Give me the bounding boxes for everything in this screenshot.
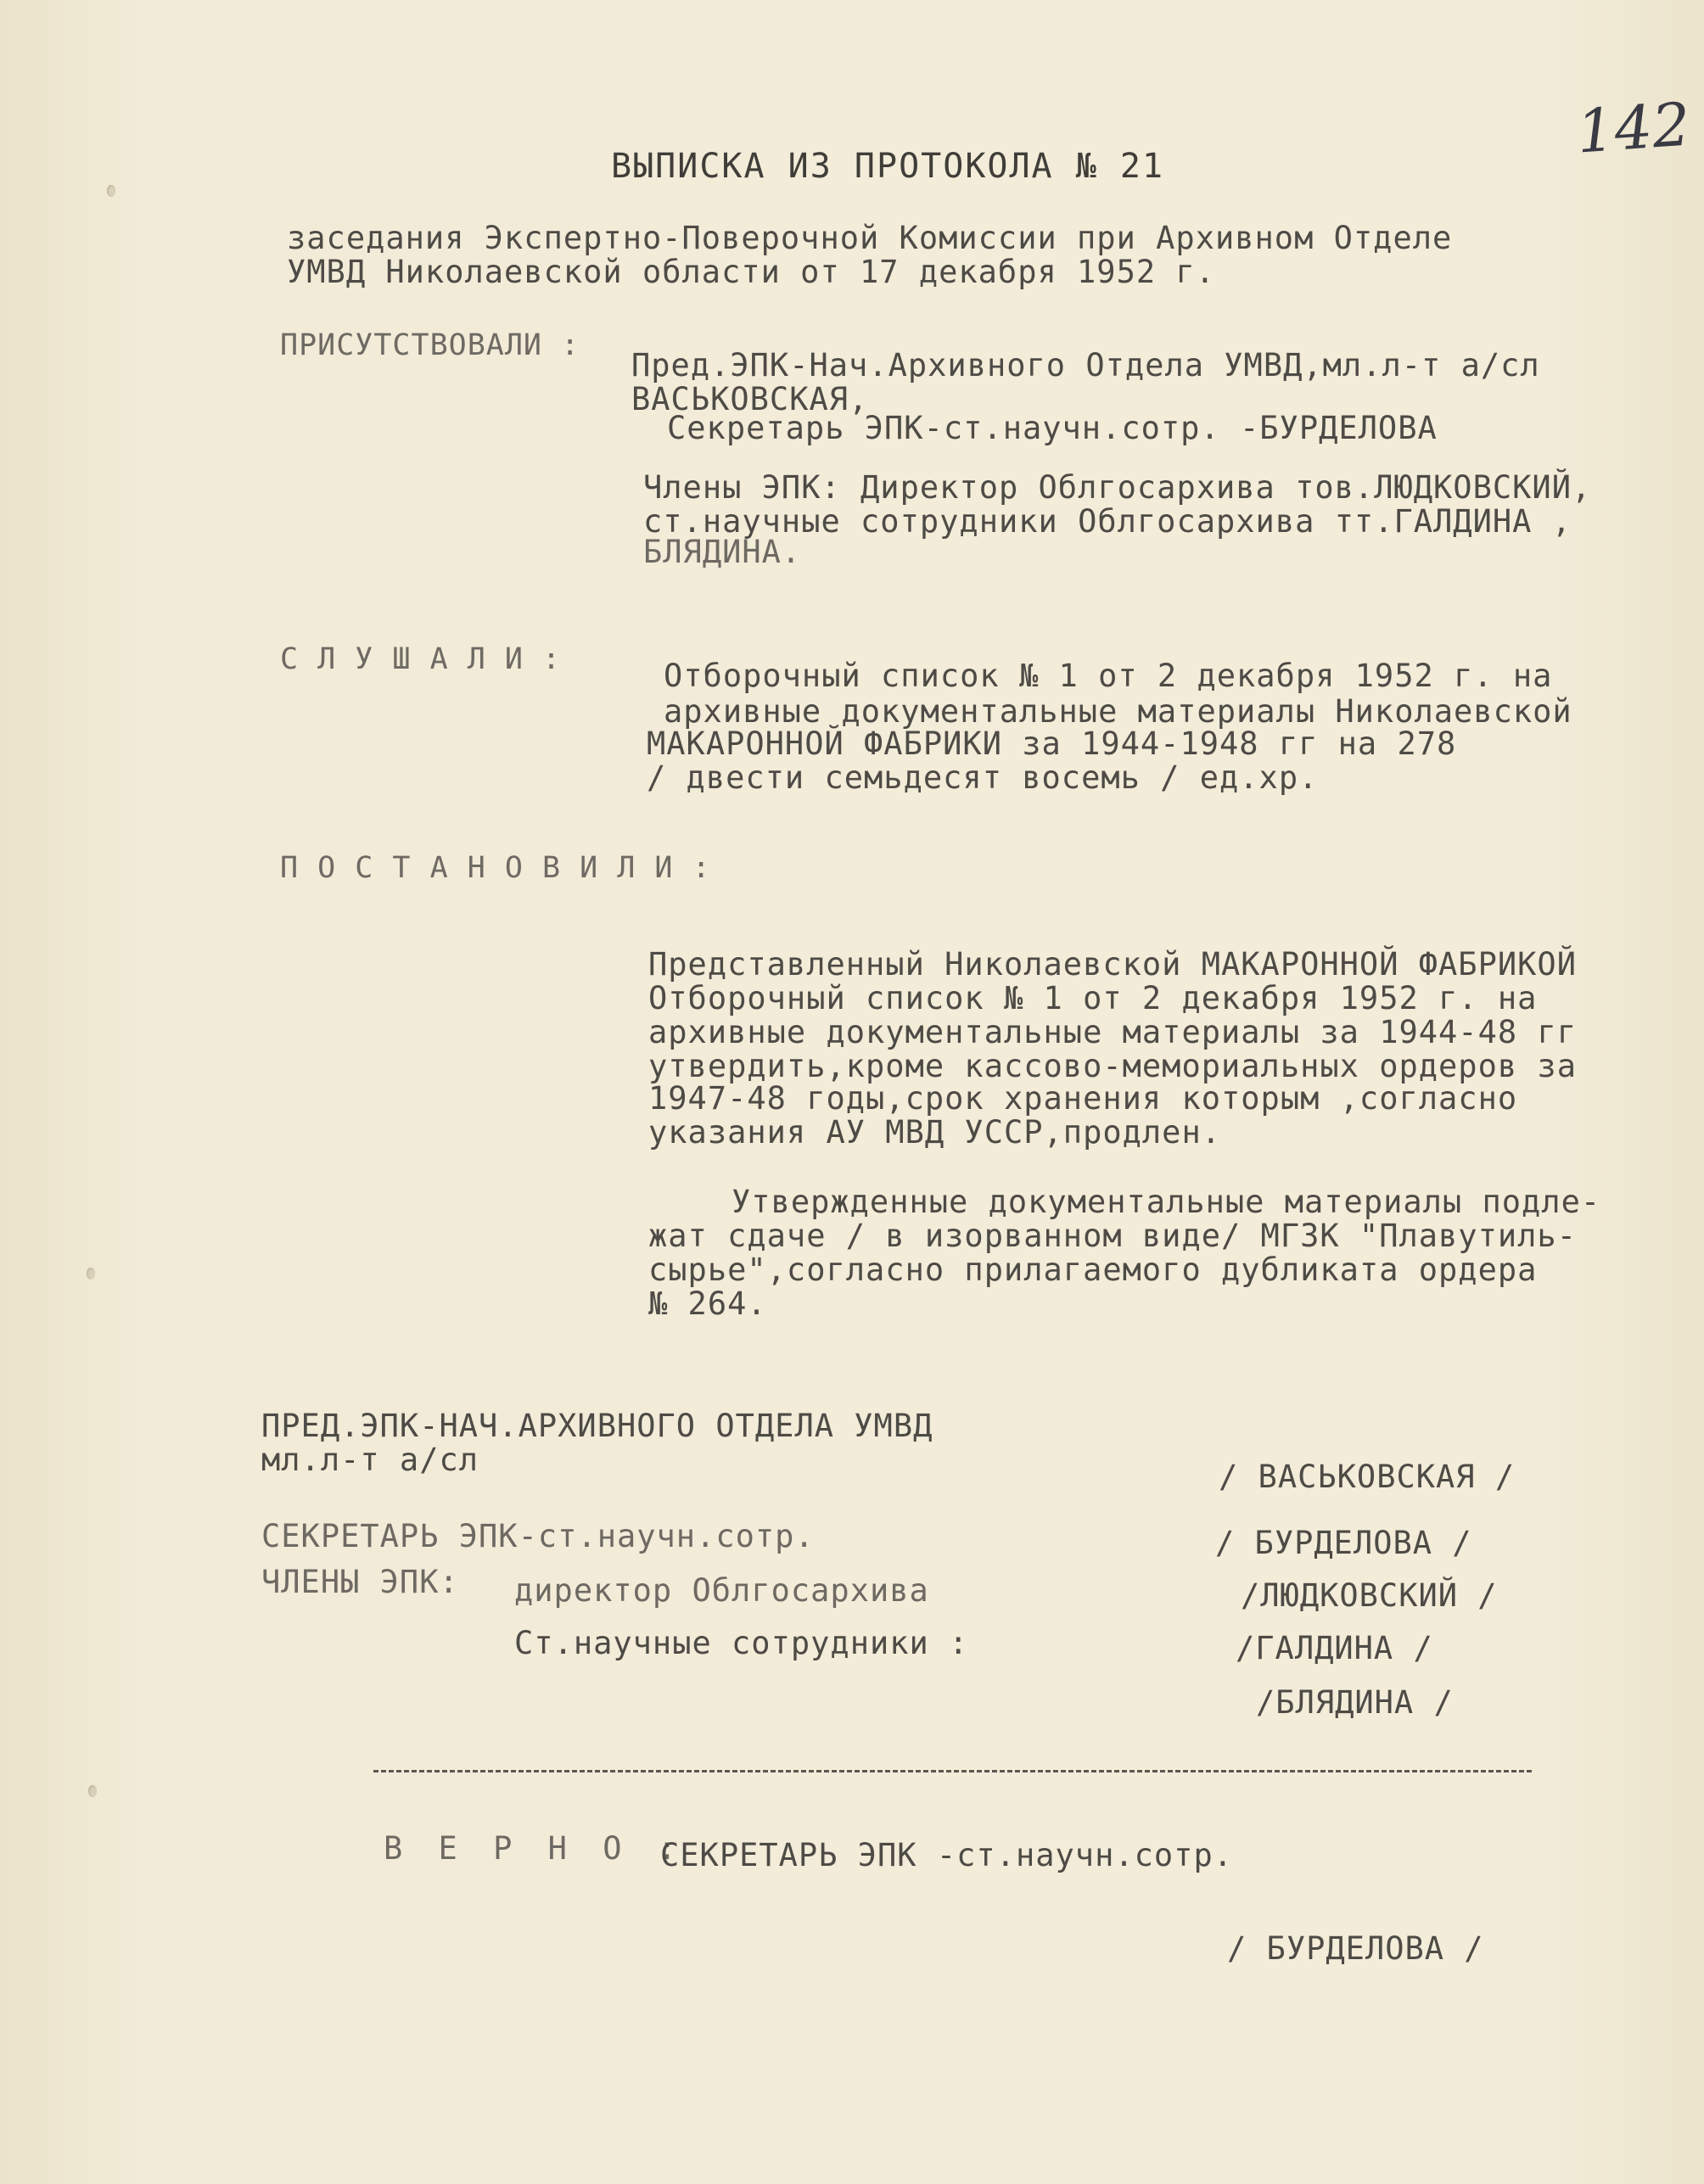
- heard-line-1: Отборочный список № 1 от 2 декабря 1952 г. на: [664, 658, 1553, 694]
- certified-text: СЕКРЕТАРЬ ЭПК -ст.научн.сотр.: [660, 1837, 1234, 1873]
- present-line-5: ст.научные сотрудники Облгосархива тт.ГАЛДИНА ,: [643, 503, 1572, 540]
- present-line-4: Члены ЭПК: Директор Облгосархива тов.ЛЮДКОВСКИЙ,: [643, 469, 1592, 506]
- decided-p2-line-3: сырье",согласно прилагаемого дубликата ордера: [648, 1252, 1538, 1288]
- decided-p1-line-4: утвердить,кроме кассово-мемориальных ордеров за: [648, 1048, 1577, 1084]
- chair-title-line-2: мл.л-т а/сл: [261, 1442, 479, 1478]
- punch-hole-top: [107, 185, 115, 197]
- present-line-3: Секретарь ЭПК-ст.научн.сотр. -БУРДЕЛОВА: [667, 410, 1438, 446]
- decided-p1-line-1: Представленный Николаевской МАКАРОННОЙ ФАБРИКОЙ: [648, 946, 1577, 983]
- secretary-name: / БУРДЕЛОВА /: [1215, 1525, 1472, 1561]
- present-label: ПРИСУТСТВОВАЛИ :: [280, 328, 580, 362]
- staff-name-2: /БЛЯДИНА /: [1256, 1684, 1454, 1721]
- chair-title-line-1: ПРЕД.ЭПК-НАЧ.АРХИВНОГО ОТДЕЛА УМВД: [261, 1408, 933, 1444]
- certified-label: В Е Р Н О :: [384, 1830, 686, 1867]
- decided-p1-line-2: Отборочный список № 1 от 2 декабря 1952 г. на: [648, 980, 1538, 1016]
- heard-line-4: / двести семьдесят восемь / ед.хр.: [647, 759, 1319, 796]
- members-label: ЧЛЕНЫ ЭПК:: [261, 1564, 459, 1600]
- decided-label: П О С Т А Н О В И Л И :: [280, 851, 711, 885]
- decided-p2-line-1: Утвержденные документальные материалы подле-: [731, 1184, 1601, 1220]
- divider-line: [373, 1770, 1532, 1772]
- present-line-1: Пред.ЭПК-Нач.Архивного Отдела УМВД,мл.л-т а/сл: [631, 347, 1540, 384]
- director-name: /ЛЮДКОВСКИЙ /: [1241, 1577, 1498, 1614]
- document-title: ВЫПИСКА ИЗ ПРОТОКОЛА № 21: [611, 147, 1165, 186]
- punch-hole-middle: [87, 1268, 95, 1280]
- decided-p1-line-6: указания АУ МВД УССР,продлен.: [648, 1114, 1222, 1151]
- certified-name: / БУРДЕЛОВА /: [1227, 1930, 1484, 1967]
- decided-p1-line-5: 1947-48 годы,срок хранения которым ,согласно: [648, 1080, 1518, 1117]
- page-number: 142: [1574, 89, 1693, 167]
- present-line-6: БЛЯДИНА.: [643, 534, 802, 570]
- heard-label: С Л У Ш А Л И :: [280, 642, 562, 676]
- heard-line-2: архивные документальные материалы Николаевской: [664, 693, 1572, 730]
- present-line-2: ВАСЬКОВСКАЯ,: [631, 381, 869, 417]
- decided-p2-line-4: № 264.: [648, 1285, 767, 1322]
- subtitle-line-1: заседания Экспертно-Поверочной Комиссии при Архивном Отделе: [287, 220, 1453, 256]
- chair-name: / ВАСЬКОВСКАЯ /: [1219, 1459, 1516, 1495]
- decided-p1-line-3: архивные документальные материалы за 1944-48 гг: [648, 1014, 1577, 1050]
- director-title: директор Облгосархива: [514, 1572, 929, 1609]
- secretary-title: СЕКРЕТАРЬ ЭПК-ст.научн.сотр.: [261, 1518, 815, 1554]
- heard-line-3: МАКАРОННОЙ ФАБРИКИ за 1944-1948 гг на 278: [647, 725, 1457, 762]
- staff-name-1: /ГАЛДИНА /: [1236, 1630, 1433, 1666]
- decided-p2-line-2: жат сдаче / в изорванном виде/ МГЗК "Плавутиль-: [648, 1218, 1577, 1254]
- punch-hole-bottom: [88, 1785, 97, 1797]
- subtitle-line-2: УМВД Николаевской области от 17 декабря 1952 г.: [287, 254, 1215, 290]
- staff-title: Ст.научные сотрудники :: [514, 1625, 969, 1661]
